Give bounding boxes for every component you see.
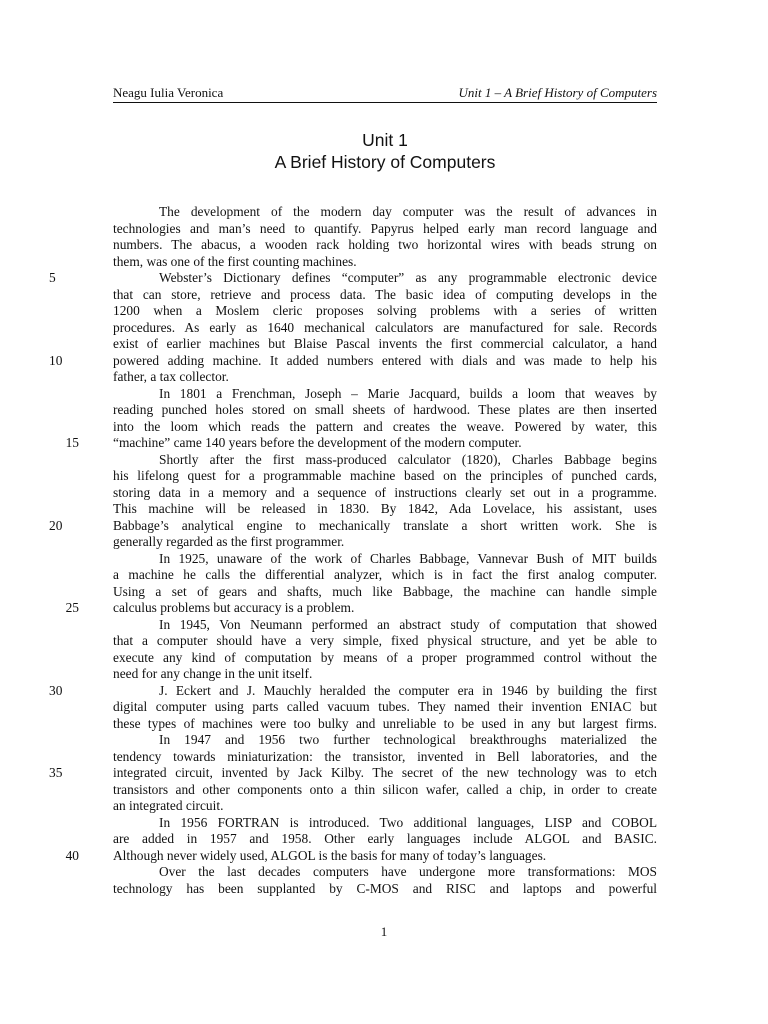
text-line (113, 798, 657, 815)
text-line (113, 336, 657, 353)
line-text: J. Eckert and J. Mauchly heralded the computer era in 1946 by building the first (159, 682, 657, 698)
text-line (113, 666, 657, 683)
line-number: 25 (65, 600, 79, 615)
text-line (113, 254, 657, 271)
body-text (49, 204, 657, 897)
text-line (113, 815, 657, 832)
text-line (113, 303, 657, 320)
text-line (113, 237, 657, 254)
line-text: In 1956 FORTRAN is introduced. Two additional languages, LISP and COBOL (159, 814, 657, 830)
line-text: Using a set of gears and shafts, much like Babbage, the machine can handle simple (113, 583, 657, 599)
line-text: that can store, retrieve and process data. The basic idea of computing develops in the (113, 286, 657, 302)
text-line (113, 650, 657, 667)
line-text: This machine will be released in 1830. By 1842, Ada Lovelace, his assistant, uses (113, 501, 657, 516)
line-text: that a computer should have a very simple, fixed physical structure, and yet be able to (113, 633, 657, 648)
line-text: need for any change in the unit itself. (113, 666, 313, 681)
line-text: Although never widely used, ALGOL is the basis for many of today’s languages. (113, 847, 547, 863)
text-line (113, 287, 657, 304)
text-line (113, 320, 657, 337)
text-line (113, 617, 657, 634)
line-text: these types of machines were too bulky and unreliable to be used in any but largest firms. (113, 715, 657, 731)
text-line (113, 452, 657, 469)
line-text: storing data in a memory and a sequence of instructions clearly set out in a programme. (113, 484, 657, 500)
line-text: Webster’s Dictionary defines “computer” as any programmable electronic device (159, 270, 657, 285)
line-number: 35 (49, 765, 63, 780)
line-text: 1200 when a Moslem cleric proposes solving problems with a series of written (113, 303, 657, 318)
line-text: powered adding machine. It added numbers entered with dials and was made to help his (113, 352, 657, 368)
line-text: Over the last decades computers have undergone more transformations: MOS (159, 864, 657, 879)
text-line (113, 468, 657, 485)
running-header (113, 85, 657, 103)
header-author: Neagu Iulia Veronica (113, 85, 224, 100)
page-title (113, 129, 657, 173)
line-number: 15 (65, 435, 79, 450)
text-line (113, 501, 657, 518)
text-line (113, 732, 657, 749)
line-text: digital computer using parts called vacuum tubes. They named their invention ENIAC but (113, 699, 657, 714)
line-text: reading punched holes stored on small sheets of hardwood. These plates are then inserted (113, 402, 657, 417)
line-text: exist of earlier machines but Blaise Pascal invents the first commercial calculator, a hand (113, 336, 657, 351)
line-text: integrated circuit, invented by Jack Kilby. The secret of the new technology was to etch (113, 765, 657, 780)
line-text: a machine he calls the differential analyzer, which is in fact the first analog computer. (113, 567, 657, 582)
text-line (65, 600, 657, 617)
line-text: calculus problems but accuracy is a problem. (113, 600, 355, 615)
line-text: numbers. The abacus, a wooden rack holding two horizontal wires with beads strung on (113, 237, 657, 252)
text-line (113, 485, 657, 502)
text-line (113, 749, 657, 766)
line-text: In 1925, unaware of the work of Charles Babbage, Vannevar Bush of MIT builds (159, 550, 657, 566)
text-line (113, 782, 657, 799)
text-line (49, 765, 657, 782)
line-text: them, was one of the first counting machines. (113, 253, 357, 269)
text-line (113, 699, 657, 716)
header-unit-title: Unit 1 – A Brief History of Computers (458, 85, 657, 100)
line-text: an integrated circuit. (113, 798, 224, 813)
line-number: 40 (65, 847, 79, 863)
text-line (65, 847, 657, 865)
text-line (113, 881, 657, 898)
line-text: “machine” came 140 years before the development of the modern computer. (113, 435, 522, 450)
title-unit: Unit 1 (362, 130, 408, 150)
text-line (113, 402, 657, 419)
line-number: 30 (49, 682, 63, 698)
text-line (113, 864, 657, 881)
text-line (113, 386, 657, 403)
line-text: technologies and man’s need to quantify. Papyrus helped early man record language and (113, 220, 657, 236)
text-line (113, 369, 657, 386)
line-text: father, a tax collector. (113, 369, 229, 384)
line-number: 5 (49, 270, 56, 285)
text-line (49, 517, 657, 535)
page-number: 1 (380, 924, 388, 939)
text-line (113, 831, 657, 848)
text-line (113, 551, 657, 568)
line-text: transistors and other components onto a thin silicon wafer, called a chip, in order to create (113, 781, 657, 797)
text-line (49, 270, 657, 287)
text-line (65, 435, 657, 452)
line-text: generally regarded as the first programmer. (113, 534, 345, 549)
line-text: technology has been supplanted by C-MOS and RISC and laptops and powerful (113, 880, 657, 896)
line-text: his lifelong quest for a programmable machine based on the principles of punched cards, (113, 468, 657, 483)
text-line (49, 682, 657, 700)
text-line (113, 584, 657, 601)
line-number: 20 (49, 517, 63, 533)
line-text: execute any kind of computation by means of a proper programmed control without the (113, 649, 657, 665)
text-line (49, 352, 657, 370)
text-line (113, 633, 657, 650)
text-line (113, 419, 657, 436)
line-text: In 1801 a Frenchman, Joseph – Marie Jacquard, builds a loom that weaves by (159, 385, 657, 401)
title-heading: A Brief History of Computers (274, 152, 496, 172)
line-text: The development of the modern day computer was the result of advances in (159, 204, 657, 219)
text-line (113, 204, 657, 221)
line-text: into the loom which reads the pattern and creates the weave. Powered by water, this (113, 418, 657, 434)
text-line (113, 221, 657, 238)
line-text: procedures. As early as 1640 mechanical calculators are manufactured for sale. Records (113, 319, 657, 335)
line-text: Shortly after the first mass-produced calculator (1820), Charles Babbage begins (159, 451, 657, 467)
line-text: Babbage’s analytical engine to mechanically translate a short written work. She is (113, 517, 657, 533)
line-text: In 1947 and 1956 two further technological breakthroughs materialized the (159, 732, 657, 747)
line-text: In 1945, Von Neumann performed an abstract study of computation that showed (159, 616, 657, 632)
text-line (113, 716, 657, 733)
text-line (113, 534, 657, 551)
text-line (113, 567, 657, 584)
line-number: 10 (49, 352, 63, 368)
line-text: are added in 1957 and 1958. Other early languages include ALGOL and BASIC. (113, 831, 657, 846)
line-text: tendency towards miniaturization: the transistor, invented in Bell laboratories, and the (113, 748, 657, 764)
